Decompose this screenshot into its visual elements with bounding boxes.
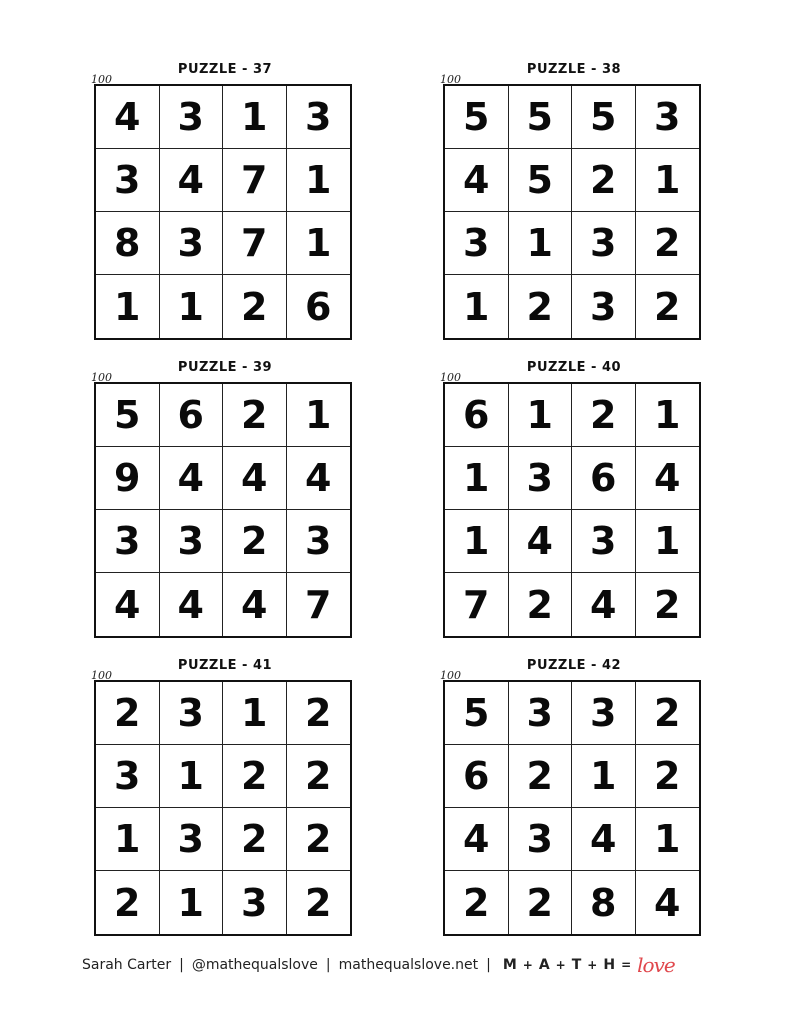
- puzzle-cell: 4: [572, 573, 636, 636]
- puzzle-title: PUZZLE - 37: [177, 62, 273, 77]
- puzzle-cell: 2: [654, 582, 681, 627]
- puzzle-cell: 2: [287, 682, 351, 745]
- puzzle-cell: 3: [509, 447, 573, 510]
- puzzle-cell: 3: [96, 745, 160, 808]
- puzzle-cell: 3: [572, 275, 636, 338]
- puzzle-cell: 4: [96, 573, 160, 636]
- puzzle-title: PUZZLE - 39: [177, 360, 273, 375]
- puzzle-grid: [94, 84, 352, 340]
- puzzle-cell: 4: [160, 149, 224, 212]
- puzzle-cell: 3: [160, 682, 224, 745]
- puzzle-cell: 1: [509, 212, 573, 275]
- puzzle-cell: 3: [572, 682, 636, 745]
- footer-website: mathequalslove.net: [338, 957, 479, 973]
- footer-separator: |: [486, 957, 491, 973]
- puzzle-cell: 1: [223, 86, 287, 149]
- puzzle-cell: 6: [445, 745, 509, 808]
- puzzle-cell: 3: [223, 871, 287, 934]
- puzzle-cell: 5: [572, 86, 636, 149]
- puzzle-grid: [94, 680, 352, 936]
- puzzle-cell: 7: [223, 212, 287, 275]
- puzzle-cell: 2: [636, 212, 700, 275]
- puzzle-cell: 8: [96, 212, 160, 275]
- puzzle-cell: 2: [96, 871, 160, 934]
- puzzle-cell: 1: [287, 149, 351, 212]
- puzzle-cell: 3: [287, 86, 351, 149]
- puzzle-cell: 2: [509, 275, 573, 338]
- puzzle-cell: 5: [96, 384, 160, 447]
- puzzle-cell: 3: [509, 808, 573, 871]
- puzzle-cell: 4: [572, 808, 636, 871]
- puzzle-cell: 2: [96, 682, 160, 745]
- puzzle-cell: 6: [572, 447, 636, 510]
- puzzle-cell: 2: [572, 149, 636, 212]
- footer-author: Sarah Carter: [82, 957, 172, 973]
- puzzle-target: 100: [440, 73, 461, 86]
- footer-separator: |: [179, 957, 184, 973]
- logo-plus: +: [587, 958, 598, 972]
- puzzle-cell: 1: [636, 808, 700, 871]
- puzzle-cell: 3: [572, 510, 636, 573]
- puzzle-cell: 7: [305, 582, 332, 627]
- puzzle-cell: 7: [445, 573, 509, 636]
- puzzle-cell: 4: [160, 573, 224, 636]
- puzzle-cell: 1: [160, 871, 224, 934]
- puzzle-cell: 4: [223, 573, 287, 636]
- puzzle-cell: 1: [509, 384, 573, 447]
- puzzle-cell: 4: [160, 447, 224, 510]
- puzzle-cell: 2: [654, 284, 681, 329]
- puzzle-cell: 6: [305, 284, 332, 329]
- puzzle-cell: 1: [96, 275, 160, 338]
- puzzle-cell: 1: [160, 745, 224, 808]
- puzzle-cell: 7: [223, 149, 287, 212]
- logo-equals: =: [621, 958, 632, 972]
- puzzle-cell: 3: [636, 86, 700, 149]
- puzzle-target: 100: [91, 73, 112, 86]
- puzzle-cell: 4: [509, 510, 573, 573]
- puzzle-cell: 3: [160, 808, 224, 871]
- puzzle-target: 100: [91, 669, 112, 682]
- puzzle-cell: 4: [96, 86, 160, 149]
- puzzle-cell: 1: [160, 275, 224, 338]
- puzzle-cell: 2: [445, 871, 509, 934]
- puzzle-cell: 4: [445, 808, 509, 871]
- logo-letter-a: A: [538, 957, 550, 973]
- puzzle-cell: 3: [287, 510, 351, 573]
- puzzle-cell: 5: [509, 86, 573, 149]
- logo-plus: +: [555, 958, 566, 972]
- puzzle-cell: 1: [223, 682, 287, 745]
- puzzle-cell: 4: [445, 149, 509, 212]
- puzzle-target: 100: [440, 371, 461, 384]
- puzzle-cell: 2: [223, 808, 287, 871]
- puzzle-cell: 1: [636, 510, 700, 573]
- footer-separator: |: [325, 957, 331, 973]
- puzzle-cell: 6: [445, 384, 509, 447]
- puzzle-title: PUZZLE - 38: [526, 62, 622, 77]
- puzzle-cell: 2: [223, 510, 287, 573]
- puzzle-cell: 2: [636, 745, 700, 808]
- puzzle-cell: 1: [636, 149, 700, 212]
- puzzle-title: PUZZLE - 41: [177, 658, 273, 673]
- puzzle-cell: 2: [223, 384, 287, 447]
- puzzle-cell: 1: [636, 384, 700, 447]
- puzzle-cell: 3: [572, 212, 636, 275]
- puzzle-cell: 2: [223, 745, 287, 808]
- puzzle-cell: 8: [572, 871, 636, 934]
- puzzle-cell: 2: [305, 880, 332, 925]
- puzzle-cell: 2: [287, 745, 351, 808]
- puzzle-cell: 2: [223, 275, 287, 338]
- puzzle-title: PUZZLE - 42: [526, 658, 622, 673]
- puzzle-cell: 6: [160, 384, 224, 447]
- puzzle-cell: 3: [160, 212, 224, 275]
- puzzle-cell: 1: [287, 384, 351, 447]
- puzzle-target: 100: [440, 669, 461, 682]
- puzzle-grid: [443, 84, 701, 340]
- puzzle-cell: 1: [445, 275, 509, 338]
- puzzle-cell: 3: [96, 149, 160, 212]
- puzzle-cell: 2: [572, 384, 636, 447]
- footer-handle: @mathequalslove: [191, 957, 318, 973]
- puzzle-cell: 4: [223, 447, 287, 510]
- footer: [82, 955, 675, 975]
- puzzle-title: PUZZLE - 40: [526, 360, 622, 375]
- puzzle-cell: 1: [287, 212, 351, 275]
- puzzle-cell: 1: [96, 808, 160, 871]
- math-equals-love-logo: [499, 953, 675, 977]
- puzzle-cell: 4: [636, 447, 700, 510]
- puzzle-cell: 2: [509, 573, 573, 636]
- puzzle-cell: 3: [445, 212, 509, 275]
- logo-plus: +: [522, 958, 533, 972]
- puzzle-cell: 5: [445, 682, 509, 745]
- logo-love-script: love: [637, 953, 675, 977]
- puzzle-grid: [94, 382, 352, 638]
- puzzle-cell: 1: [445, 510, 509, 573]
- logo-letter-t: T: [571, 957, 582, 973]
- puzzle-target: 100: [91, 371, 112, 384]
- puzzle-cell: 3: [96, 510, 160, 573]
- logo-letter-h: H: [603, 957, 616, 973]
- puzzle-cell: 2: [287, 808, 351, 871]
- puzzle-cell: 3: [160, 510, 224, 573]
- puzzle-cell: 1: [445, 447, 509, 510]
- logo-letter-m: M: [502, 957, 517, 973]
- puzzle-cell: 4: [287, 447, 351, 510]
- puzzle-grid: [443, 382, 701, 638]
- puzzle-grid: [443, 680, 701, 936]
- puzzle-cell: 2: [509, 871, 573, 934]
- puzzle-cell: 3: [509, 682, 573, 745]
- puzzle-cell: 1: [572, 745, 636, 808]
- puzzle-cell: 5: [509, 149, 573, 212]
- puzzle-cell: 2: [509, 745, 573, 808]
- puzzle-cell: 4: [654, 880, 681, 925]
- puzzle-cell: 2: [636, 682, 700, 745]
- puzzle-cell: 3: [160, 86, 224, 149]
- puzzle-cell: 9: [96, 447, 160, 510]
- puzzle-cell: 5: [445, 86, 509, 149]
